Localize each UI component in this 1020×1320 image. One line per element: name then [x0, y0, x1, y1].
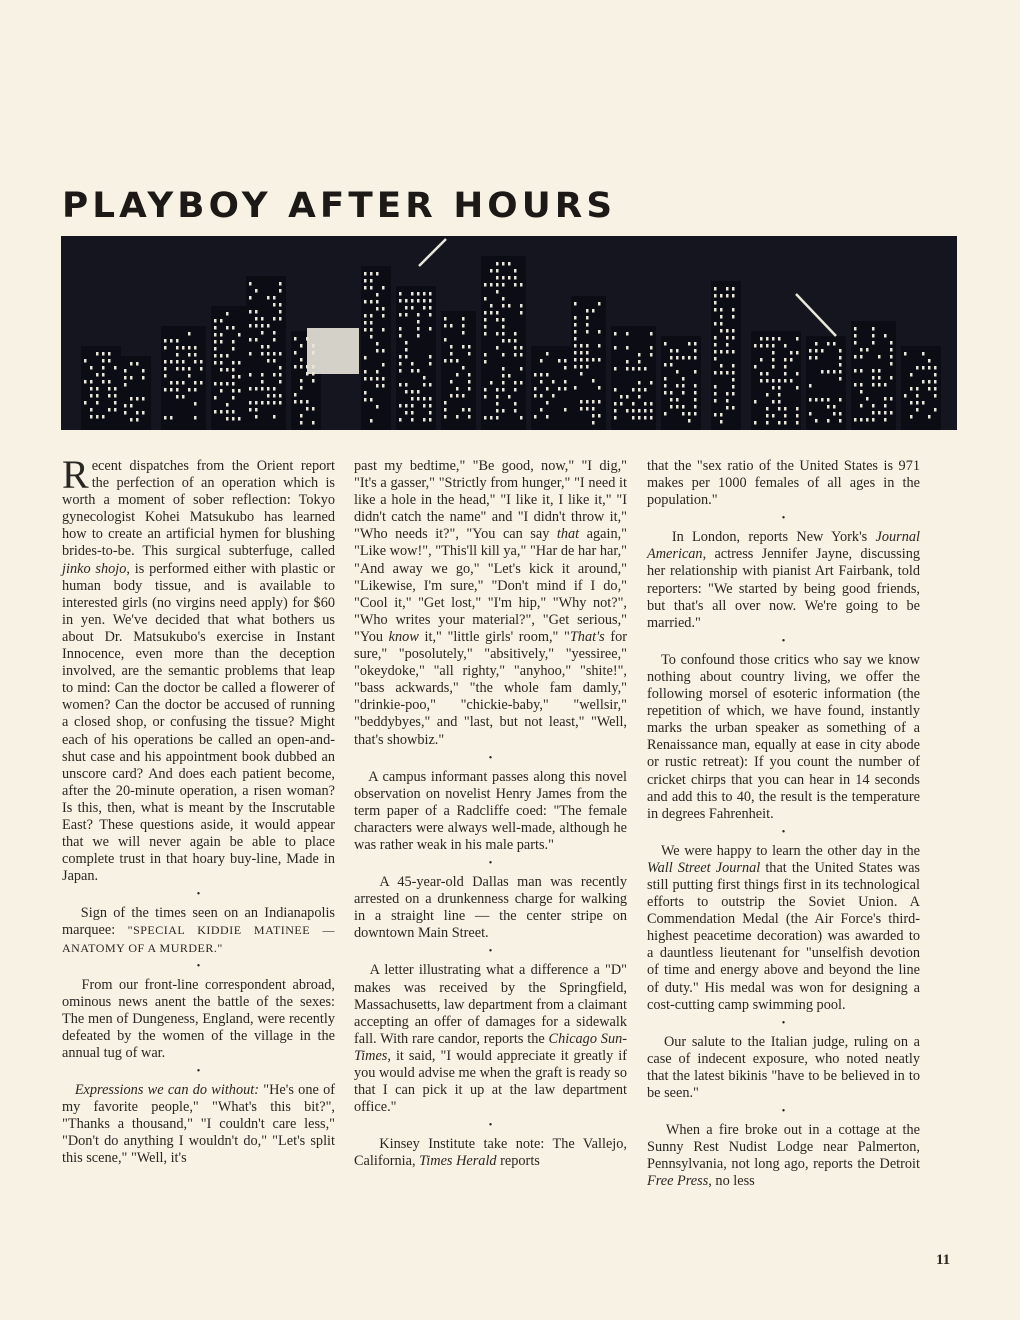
paragraph-text: A 45-year-old Dallas man was recently arrested on a drunkenness charge for walking in a straight line — the center stripe on downtown Main Street.: [354, 874, 627, 942]
italic-source: Free Press: [647, 1173, 709, 1190]
bullet-separator: •: [781, 826, 786, 838]
paragraph-text: Sign of the times seen on an Indianapolis marquee:: [62, 905, 335, 939]
bullet-separator: •: [488, 1120, 493, 1132]
italic-source: Wall Street Journal: [647, 859, 761, 876]
bullet-separator: •: [781, 1017, 786, 1029]
column-2: [354, 458, 627, 1170]
bullet-separator: •: [488, 752, 493, 764]
article-paragraph: [647, 458, 920, 509]
paragraph-text: In London, reports New York's: [671, 529, 876, 546]
paragraph-text: When a fire broke out in a cottage at the Sunny Rest Nudist Lodge near Palmerton, Pennsylvania, not long ago, reports the Detroit: [647, 1122, 920, 1173]
paragraph-text: "He's one of my favorite people," "What's this bit?", "Thanks a thousand," "I couldn't care less," "Don't do anything I wouldn't do," "Let's split this scene," "Well, it's: [62, 1082, 336, 1167]
italic-source: Journal American: [647, 529, 920, 563]
paragraph-text: that the "sex ratio of the United States is 971 makes per 1000 females of all ages in the population.": [647, 458, 920, 509]
bullet-separator: •: [196, 889, 201, 901]
column-1: [62, 452, 336, 1168]
article-paragraph: [647, 843, 920, 1014]
article-paragraph: [354, 1136, 627, 1170]
paragraph-text: past my bedtime," "Be good, now," "I dig," "It's a gasser," "Strictly from hunger," "I need it like a hole in the head," "I like it, I like it," "I didn't catch the name" and "I didn't throw it," "Who needs it?", "You can say: [354, 458, 627, 543]
italic-source: Times Herald: [419, 1153, 497, 1170]
bullet-separator: •: [196, 960, 201, 972]
paragraph-text: , it said, "I would appreciate it greatly if you would advise me when the graft is ready so that I can pick it up at the law department office.": [354, 1047, 627, 1116]
paragraph-text: Our salute to the Italian judge, ruling on a case of indecent exposure, who noted neatly that the latest bikinis "have to be believed in to be seen.": [647, 1033, 920, 1101]
article-paragraph: [62, 1082, 335, 1167]
paragraph-text: , actress Jennifer Jayne, discussing her relationship with pianist Art Fairbank, told reporters: "We started by being good friends, but that's all over now. We're going to be married.": [647, 546, 920, 631]
article-paragraph: [647, 1122, 920, 1190]
article-paragraph: [647, 1034, 920, 1102]
paragraph-text: , no less: [708, 1173, 755, 1190]
italic-term: jinko shojo: [62, 560, 127, 577]
paragraph-text: that the United States was still putting first things first in its technological efforts to outstrip the Soviet Union. A Commendation Medal (the Air Force's third-highest peacetime decoration) was awarded to a dauntless lieutenant for "unselfish devotion of time and energy above and beyond the line of duty." His medal was won for designing a cost-cutting camp swimming pool.: [647, 859, 920, 1013]
skyline-illustration: [61, 236, 957, 430]
italic-source: Chicago Sun-Times: [354, 1030, 627, 1064]
article-paragraph: [354, 458, 627, 749]
paragraph-text: A letter illustrating what a difference a "D" makes was received by the Springfield, Massachusetts, law department from a claimant accepting an offer of damages for a sidewalk fall. With rare candor, reports the: [354, 962, 627, 1047]
bullet-separator: •: [488, 946, 493, 958]
article-paragraph: [62, 977, 335, 1062]
page-number: 11: [936, 1252, 951, 1268]
paragraph-text: for sure," "posolutely," "absitively," "yessiree," "okeydoke," "all righty," "anyhoo," "shite!", "bass ackwards," "the whole fam damly," "drinkie-poo," "chickie-baby," "wellsir," "beddybyes," and "last, but not least," "Well, that's showbiz.": [354, 628, 628, 748]
paragraph-text: again," "Like wow!", "This'll kill ya," "Har de har har," "And away we go," "Let's kick it around," "Likewise, I'm sure," "Don't mind if I do," "Cool it," "Get lost," "I'm hip," "Why not?", "Who writes your material?", "Get serious," "You: [354, 526, 628, 645]
italic-lead: Expressions we can do without:: [74, 1082, 259, 1099]
bullet-separator: •: [781, 635, 786, 647]
paragraph-text: We were happy to learn the other day in the: [660, 842, 920, 859]
italic-word: know: [388, 628, 419, 645]
italic-word: that: [556, 526, 580, 543]
paragraph-text: , is performed either with plastic or human body tissue, and is available to interested girls (no virgins need apply) for $60 in yen. We've decided that what bothers us about Dr. Matsukubo's exercise in Instant Innocence, even more than the deception involved, are the semantic problems that leap to mind: Can the doctor be called a flowerer of women? Can the doctor be accused of running a closed shop, or confusing the tissue? Might each of his operations be called an open-and-shut case and his appointment book dubbed an unscore card? And does each patient become, after the 20-minute operation, a risen woman? Is this, then, what is meant by the Inscrutable East? These questions aside, it would appear that we will never again be able to place complete trust in that hoary buy-line, Made in Japan.: [62, 560, 335, 885]
column-3: [647, 458, 920, 1190]
bullet-separator: •: [196, 1066, 201, 1078]
article-paragraph: [62, 905, 335, 956]
article-paragraph: [647, 652, 920, 823]
italic-word: That's: [569, 628, 605, 645]
paragraph-text: A campus informant passes along this novel observation on novelist Henry James from the term paper of a Radcliffe coed: "The female characters were always well-made, although he was rather weak in his male parts.": [354, 768, 627, 853]
paragraph-text: it," "little girls' room," ": [418, 628, 570, 645]
paragraph-text: reports: [496, 1153, 540, 1170]
drop-cap: R: [62, 452, 89, 497]
article-paragraph: [354, 874, 627, 942]
paragraph-text: To confound those critics who say we know nothing about country living, we offer the following morsel of esoteric information (the repetition of which, we have found, instantly marks the urban speaker as something of a Renaissance man, equally at ease in city abode or rustic retreat): If you count the number of cricket chirps that you can hear in 14 seconds and add this to 40, the result is the temperature in degrees Fahrenheit.: [647, 651, 920, 822]
paragraph-text: From our front-line correspondent abroad, ominous news anent the battle of the sexes: The men of Dungeness, England, were recently defeated by the women of the village in the annual tug of war.: [62, 976, 335, 1061]
marquee-text: "SPECIAL KIDDIE MATINEE — ANATOMY OF A MURDER.": [62, 923, 335, 955]
article-paragraph: [647, 529, 920, 632]
page-title: PLAYBOY AFTER HOURS: [62, 186, 617, 226]
article-paragraph: [354, 962, 627, 1116]
bullet-separator: •: [488, 858, 493, 870]
bullet-separator: •: [781, 513, 786, 525]
article-paragraph: [354, 769, 627, 854]
bullet-separator: •: [781, 1106, 786, 1118]
paragraph-text: Kinsey Institute take note: The Vallejo, California,: [354, 1136, 627, 1170]
paragraph-text: ecent dispatches from the Orient report the perfection of an operation which is worth a moment of sober reflection: Tokyo gynecologist Kohei Matsukubo has learned how to create an artificial hymen for blushing brides-to-be. This surgical subterfuge, called: [62, 458, 335, 560]
article-paragraph: [62, 452, 335, 885]
